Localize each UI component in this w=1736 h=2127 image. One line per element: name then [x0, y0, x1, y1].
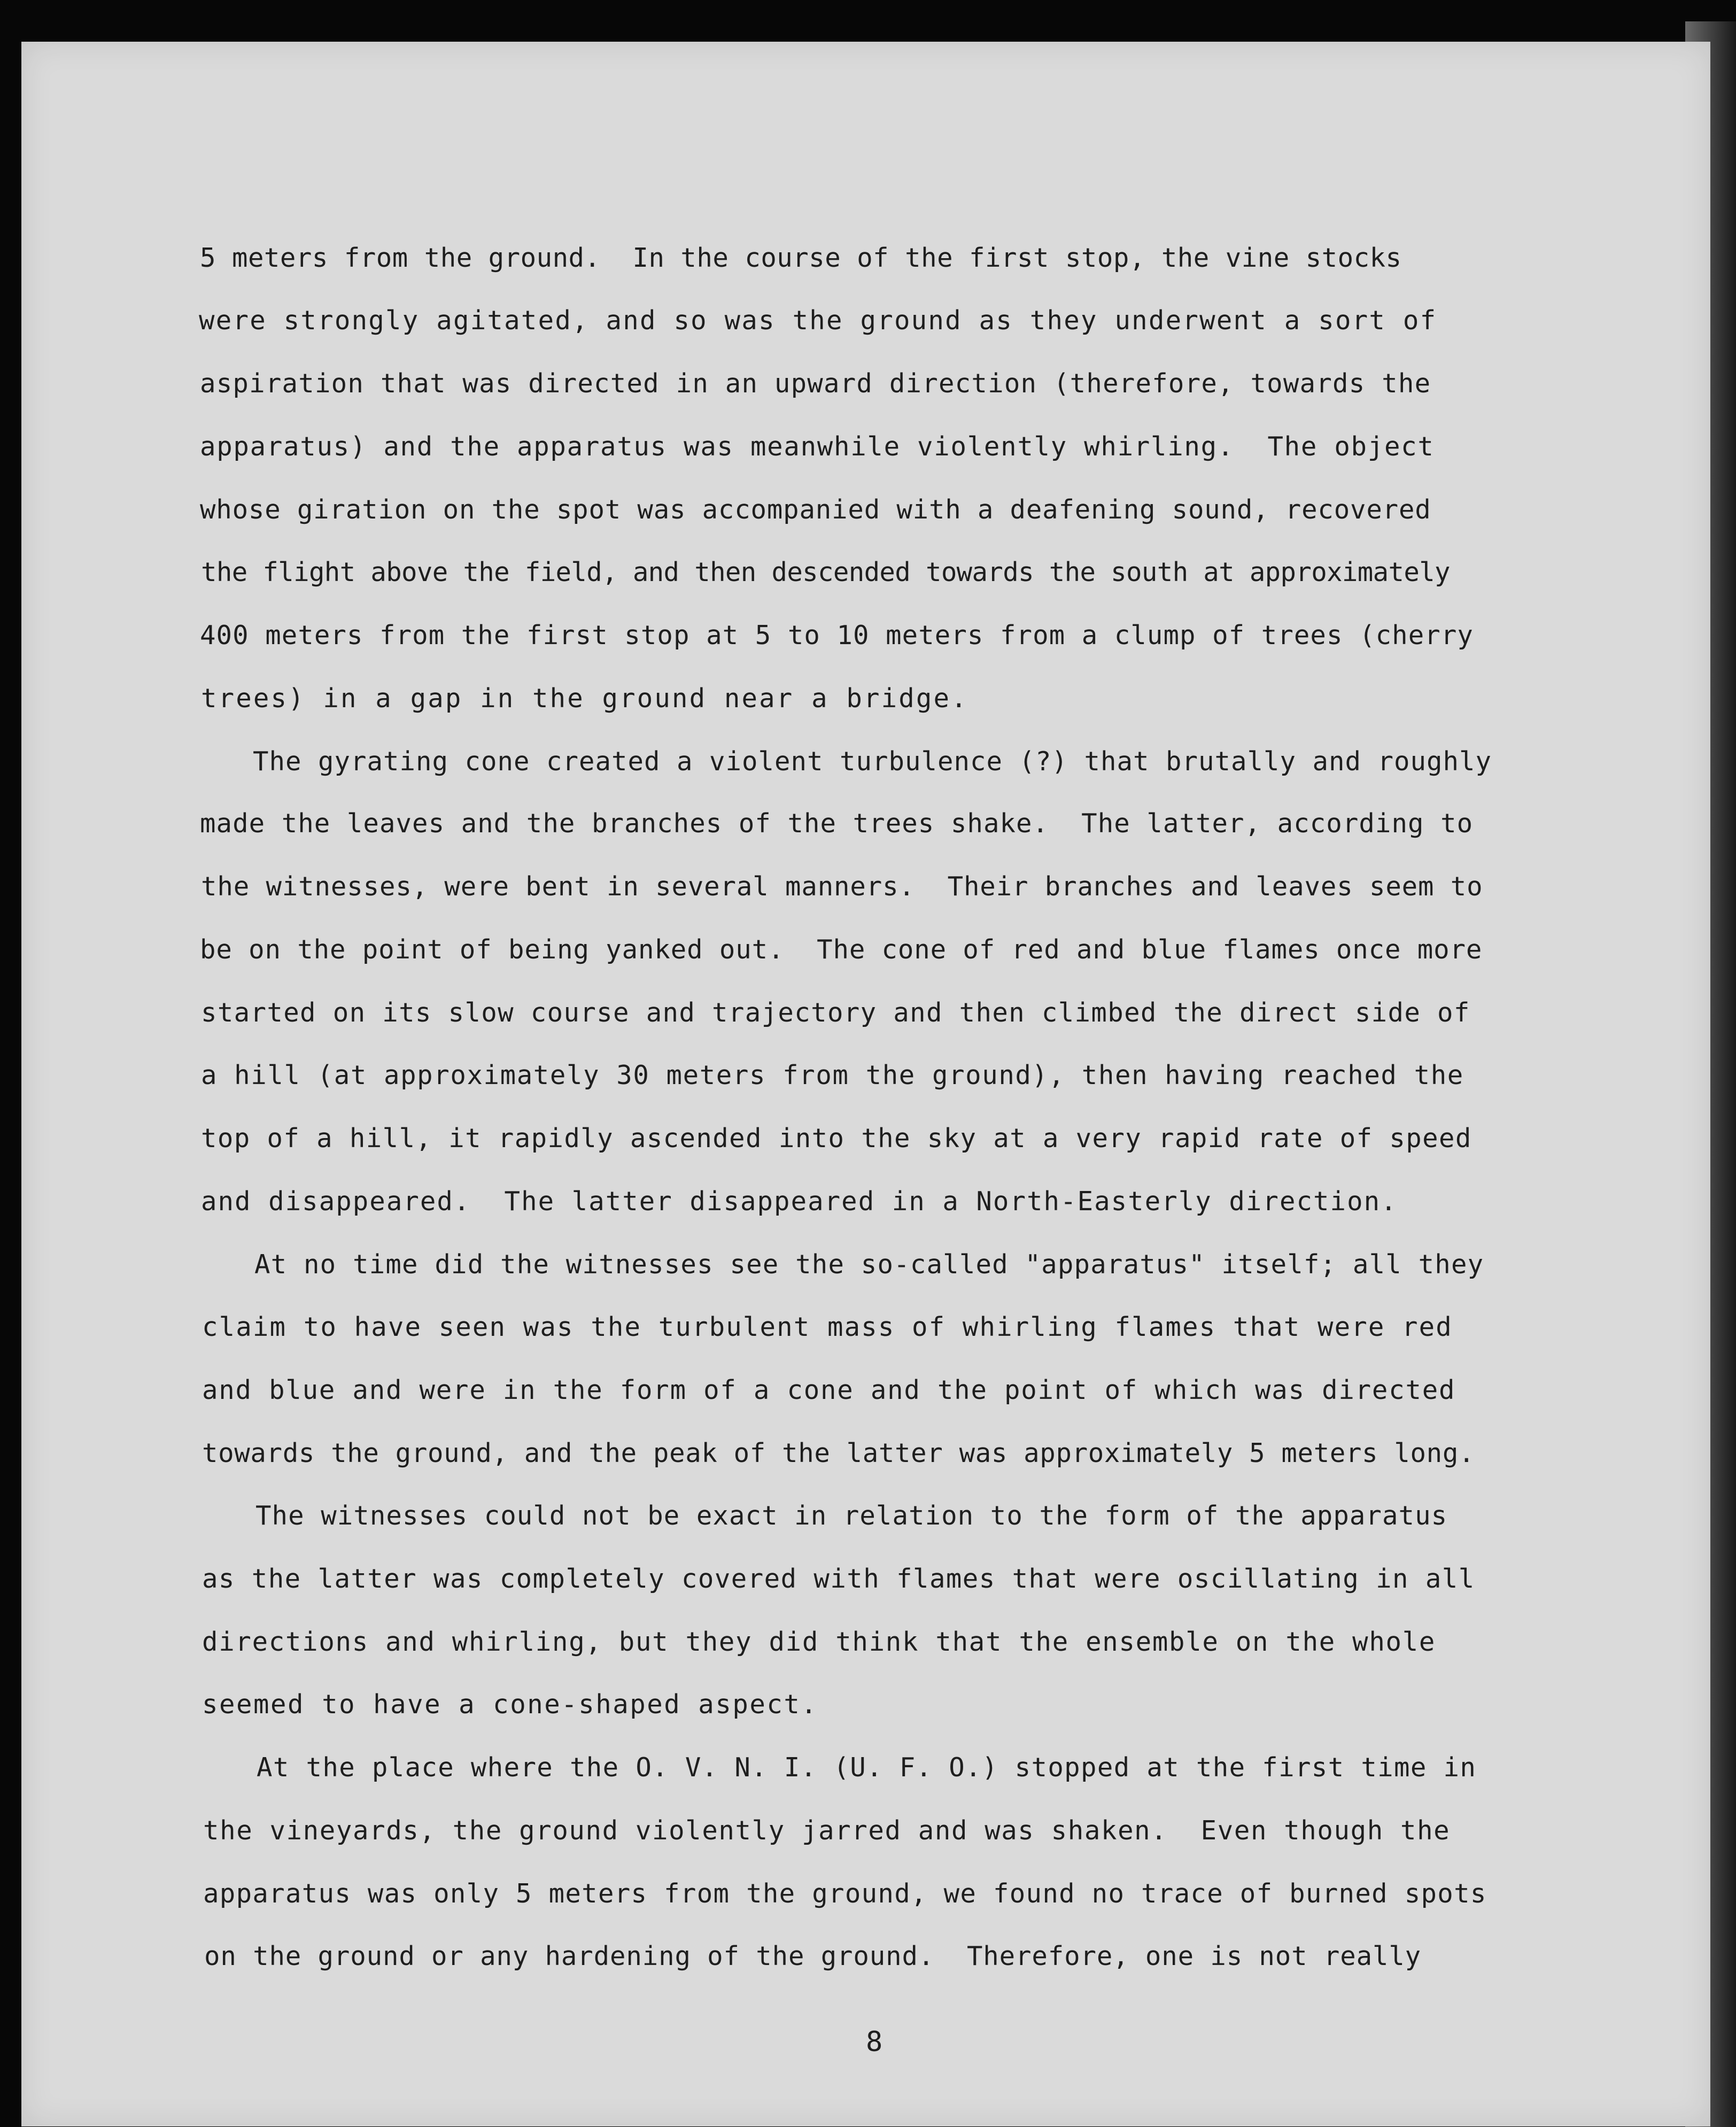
text-line: 400 meters from the first stop at 5 to 10 meters from a clump of trees (cherry [200, 620, 1474, 651]
text-line: the vineyards, the ground violently jarred and was shaken. Even though the [203, 1815, 1451, 1846]
text-line: claim to have seen was the turbulent mass of whirling flames that were red [202, 1312, 1453, 1342]
page-number: 8 [866, 2026, 883, 2058]
text-line: 5 meters from the ground. In the course of the first stop, the vine stocks [200, 243, 1402, 273]
text-line: The witnesses could not be exact in relation to the form of the apparatus [255, 1500, 1448, 1531]
text-line: directions and whirling, but they did think that the ensemble on the whole [202, 1627, 1436, 1657]
text-line: trees) in a gap in the ground near a bridge. [201, 683, 968, 714]
text-line: At no time did the witnesses see the so-called "apparatus" itself; all they [254, 1249, 1484, 1280]
text-line: a hill (at approximately 30 meters from the ground), then having reached the [201, 1060, 1464, 1090]
text-line: on the ground or any hardening of the ground. Therefore, one is not really [204, 1941, 1422, 1971]
text-line: started on its slow course and trajectory and then climbed the direct side of [201, 997, 1470, 1028]
text-line: At the place where the O. V. N. I. (U. F. O.) stopped at the first time in [257, 1752, 1477, 1783]
text-line: aspiration that was directed in an upward direction (therefore, towards the [200, 368, 1431, 399]
text-line: seemed to have a cone-shaped aspect. [202, 1689, 818, 1720]
text-line: were strongly agitated, and so was the ground as they underwent a sort of [199, 305, 1437, 336]
text-line: whose giration on the spot was accompanied with a deafening sound, recovered [200, 494, 1431, 525]
text-line: and blue and were in the form of a cone and the point of which was directed [202, 1375, 1456, 1405]
text-line: as the latter was completely covered with flames that were oscillating in all [202, 1564, 1475, 1594]
text-line: and disappeared. The latter disappeared in a North-Easterly direction. [201, 1186, 1398, 1217]
typed-page [21, 42, 1710, 2126]
text-line: the flight above the field, and then descended towards the south at approximately [201, 557, 1450, 587]
text-line: made the leaves and the branches of the trees shake. The latter, according to [200, 808, 1474, 839]
text-line: apparatus was only 5 meters from the ground, we found no trace of burned spots [203, 1878, 1487, 1909]
text-line: the witnesses, were bent in several manners. Their branches and leaves seem to [201, 871, 1483, 902]
text-line: top of a hill, it rapidly ascended into the sky at a very rapid rate of speed [201, 1123, 1472, 1154]
text-line: be on the point of being yanked out. The cone of red and blue flames once more [200, 934, 1483, 965]
text-line: apparatus) and the apparatus was meanwhile violently whirling. The object [200, 431, 1435, 462]
text-line: The gyrating cone created a violent turbulence (?) that brutally and roughly [253, 746, 1492, 777]
text-line: towards the ground, and the peak of the latter was approximately 5 meters long. [202, 1438, 1475, 1468]
